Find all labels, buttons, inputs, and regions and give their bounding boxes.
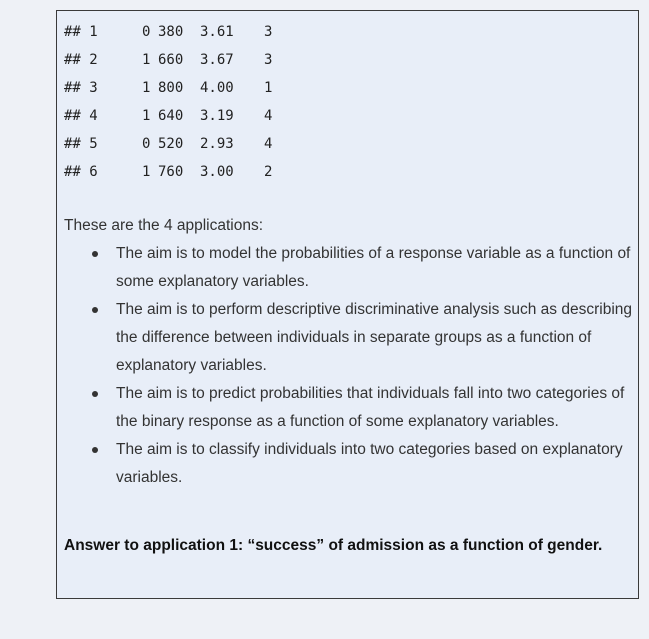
row-id: ## 6 bbox=[64, 164, 98, 180]
row-gre: 760 bbox=[158, 164, 184, 180]
application-text: The aim is to predict probabilities that individuals fall into two categories of the binary response as a function of some explanatory variables. bbox=[116, 385, 625, 430]
row-rank: 3 bbox=[264, 52, 273, 68]
row-gre: 640 bbox=[158, 108, 184, 124]
content-panel bbox=[56, 10, 639, 599]
row-rank: 4 bbox=[264, 136, 273, 152]
row-rank: 3 bbox=[264, 24, 273, 40]
row-rank: 4 bbox=[264, 108, 273, 124]
row-id: ## 2 bbox=[64, 52, 98, 68]
answer-text: Answer to application 1: “success” of admission as a function of gender. bbox=[64, 537, 603, 554]
application-text: The aim is to perform descriptive discriminative analysis such as describing the difference between individuals in separate groups as a function of explanatory variables. bbox=[116, 301, 633, 374]
row-gpa: 3.00 bbox=[200, 164, 234, 180]
row-gpa: 3.67 bbox=[200, 52, 234, 68]
row-gender: 1 bbox=[142, 108, 151, 124]
code-row bbox=[64, 158, 284, 186]
row-gender: 0 bbox=[142, 24, 151, 40]
row-gre: 800 bbox=[158, 80, 184, 96]
row-id: ## 5 bbox=[64, 136, 98, 152]
code-row bbox=[64, 74, 284, 102]
row-rank: 1 bbox=[264, 80, 273, 96]
row-gpa: 3.61 bbox=[200, 24, 234, 40]
row-gender: 0 bbox=[142, 136, 151, 152]
row-id: ## 3 bbox=[64, 80, 98, 96]
row-gre: 660 bbox=[158, 52, 184, 68]
code-output bbox=[64, 18, 284, 186]
bullet-icon bbox=[92, 391, 98, 397]
row-gre: 380 bbox=[158, 24, 184, 40]
code-row bbox=[64, 18, 284, 46]
code-row bbox=[64, 102, 284, 130]
code-row bbox=[64, 130, 284, 158]
applications-list bbox=[64, 240, 634, 492]
bullet-icon bbox=[92, 307, 98, 313]
row-gender: 1 bbox=[142, 52, 151, 68]
list-item bbox=[64, 240, 634, 296]
row-rank: 2 bbox=[264, 164, 273, 180]
applications-intro: These are the 4 applications: bbox=[64, 217, 264, 234]
list-item bbox=[64, 296, 634, 380]
row-gpa: 3.19 bbox=[200, 108, 234, 124]
bullet-icon bbox=[92, 251, 98, 257]
row-id: ## 4 bbox=[64, 108, 98, 124]
list-item bbox=[64, 380, 634, 436]
row-gpa: 2.93 bbox=[200, 136, 234, 152]
row-gender: 1 bbox=[142, 164, 151, 180]
code-row bbox=[64, 46, 284, 74]
application-text: The aim is to model the probabilities of a response variable as a function of some explanatory variables. bbox=[116, 245, 631, 290]
row-gender: 1 bbox=[142, 80, 151, 96]
bullet-icon bbox=[92, 447, 98, 453]
row-gpa: 4.00 bbox=[200, 80, 234, 96]
list-item bbox=[64, 436, 634, 492]
application-text: The aim is to classify individuals into two categories based on explanatory variables. bbox=[116, 441, 623, 486]
row-gre: 520 bbox=[158, 136, 184, 152]
row-id: ## 1 bbox=[64, 24, 98, 40]
